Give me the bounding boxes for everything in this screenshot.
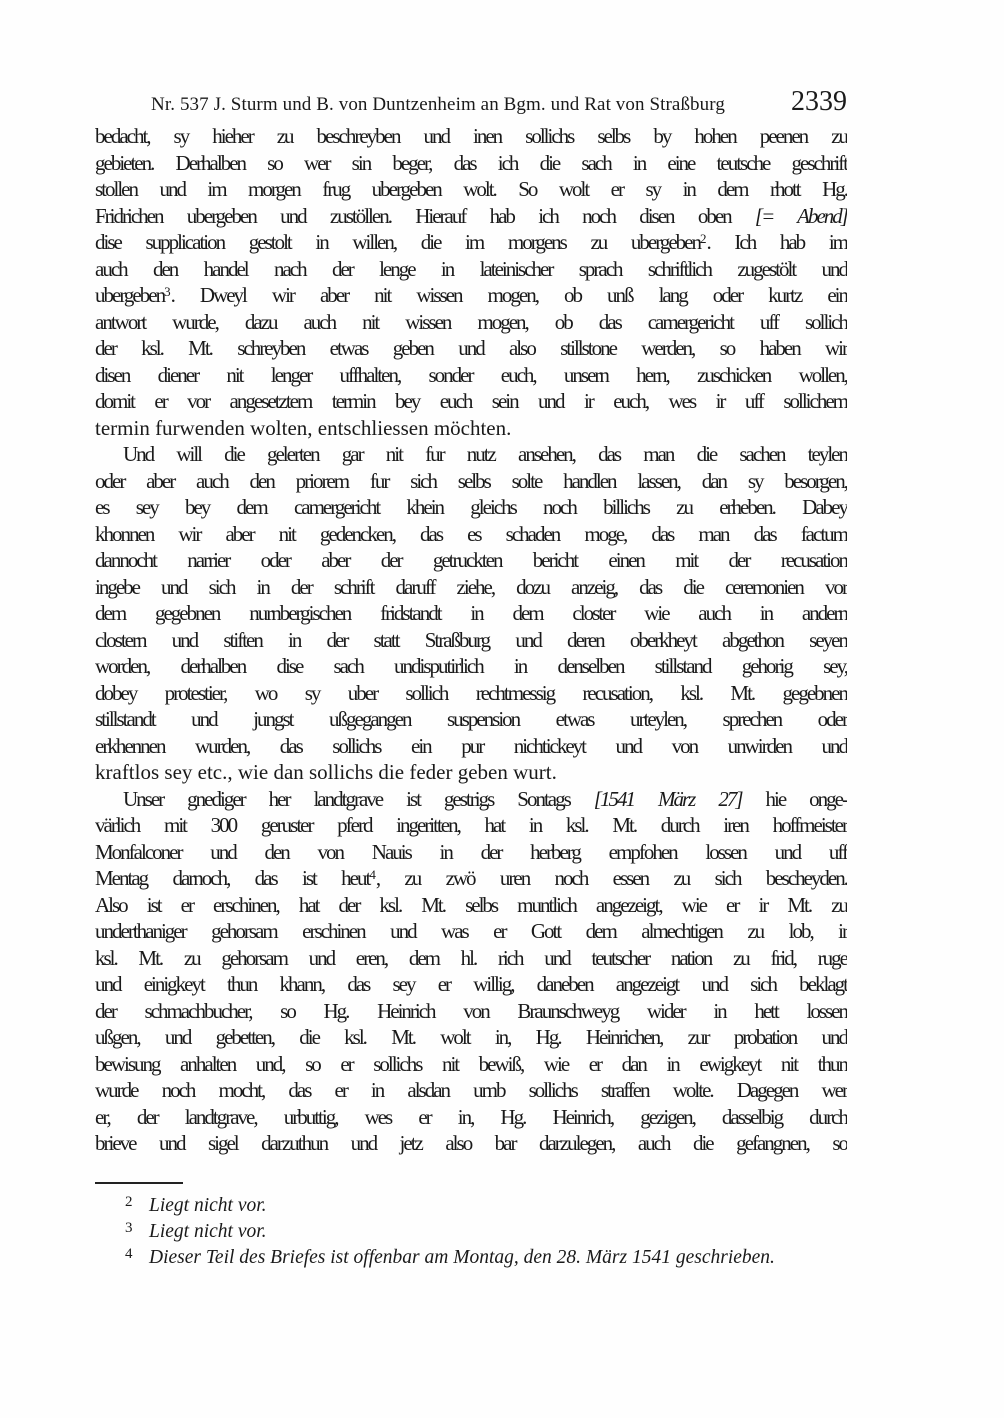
text-block [95,86,847,1271]
footnote-text: Liegt nicht vor. [149,1194,267,1216]
footnote-number: 3 [125,1219,133,1236]
text-segment: auch den handel nach der lenge in lateinischer sprach schriftlich zugestölt und [95,256,847,281]
text-segment: kraftlos sey etc., wie dan sollichs die feder geben wurt. [95,760,557,784]
text-line [95,574,847,601]
text-segment: gebieten. Derhalben so wer sin beger, das ich die sach in eine teutsche geschrift [95,150,847,175]
text-line [95,388,847,415]
text-segment: stillstandt und jungst ußgegangen suspension etwas urteylen, sprechen oder [95,707,847,731]
footnote [95,1193,847,1219]
text-segment: , zu zwö uren noch essen zu sich bescheyden. [375,866,847,890]
text-line [95,945,847,972]
text-segment: termin furwenden wolten, entschliessen möchten. [95,415,512,440]
text-line [95,786,847,813]
text-line [95,733,847,760]
text-line [95,865,847,892]
text-line [95,600,847,627]
footnote-text: Liegt nicht vor. [149,1220,267,1242]
text-segment: brieve und sigel darzuthun und jetz also bar darzulegen, auch die gefangnen, so [95,1131,847,1155]
text-line [95,1130,847,1157]
text-segment: Und will die gelerten gar nit fur nutz ansehen, das man die sachen teylen [123,442,847,466]
text-line [95,812,847,839]
text-line [95,892,847,919]
text-line [95,653,847,680]
text-segment: Monfalconer und den von Nauis in der herberg empfohen lossen und uff [95,839,847,864]
text-line [95,627,847,654]
text-segment: underthaniger gehorsam erschinen und was er Gott dem almechtigen zu lob, ir [95,919,847,943]
text-segment: dem gegebnen nurnbergischen fridstandt in dem closter wie auch in andern [95,601,847,625]
text-segment: ksl. Mt. zu gehorsam und eren, dem hl. rich und teutscher nation zu frid, ruge [95,945,847,970]
text-segment: der ksl. Mt. schreyben etwas geben und also stillstone werden, so haben wir [95,336,847,360]
footnote-number: 2 [125,1193,133,1210]
footnote-separator [95,1182,183,1184]
text-segment: antwort wurde, dazu auch nit wissen mogen, ob das camergericht uff sollich [95,309,847,334]
text-segment: bewisung anhalten und, so er sollichs nit bewiß, wie er dan in ewigkeyt nit thun [95,1051,847,1076]
text-line [95,680,847,707]
text-segment: värlich mit 300 geruster pferd ingeritten, hat in ksl. Mt. durch iren hoffmeister [95,813,847,837]
text-segment: Mentag darnoch, das ist heut [95,866,370,890]
text-segment: clostern und stiften in der statt Straßburg und deren oberkheyt abgethon seyen [95,627,847,652]
text-line [95,971,847,998]
text-segment: dobey protestier, wo sy uber sollich rechtmessig recusation, ksl. Mt. gegebnen [95,680,847,705]
text-segment: Unser gnediger her landtgrave ist gestrigs Sontags [123,786,594,811]
text-segment: erkhennen wurden, das sollichs ein pur nichtickeyt und von unwirden und [95,733,847,758]
letter-body [95,123,847,1157]
text-line [95,759,847,786]
running-title: Nr. 537 J. Sturm und B. von Duntzenheim an Bgm. und Rat von Straßburg [151,94,725,115]
text-segment: dannocht narrier oder aber der getruckten bericht einen mit der recusation [95,548,847,572]
text-segment: bedacht, sy hieher zu beschreyben und inen sollichs selbs by hohen peenen zu [95,124,847,148]
editorial-note: [= Abend] [754,203,847,228]
text-segment: ubergeben [95,283,165,307]
text-line [95,282,847,309]
footnote-ref: 3 [164,284,171,300]
editorial-note: [1541 März 27] [593,786,742,811]
text-line [95,229,847,256]
text-segment: der schmachbucher, so Hg. Heinrich von Braunschweyg wider in hett lossen [95,998,847,1023]
text-segment: oder aber auch den priorem fur sich selbs solte handlen lassen, dan sy besorgen, [95,468,847,493]
text-segment: er, der landtgrave, urbuttig, wes er in, Hg. Heinrich, gezigen, dasselbig durch [95,1104,847,1129]
footnote-text: Dieser Teil des Briefes ist offenbar am Montag, den 28. März 1541 geschrieben. [149,1246,775,1268]
text-line [95,494,847,521]
text-line [95,362,847,389]
text-segment: domit er vor angesetztem termin bey euch sein und ir euch, wes ir uff sollichem [95,389,847,413]
text-segment: ußgen, und gebetten, die ksl. Mt. wolt in, Hg. Heinrichen, zur probation und [95,1025,847,1049]
text-segment: . Ich hab im [706,230,847,254]
page-number: 2339 [791,86,847,117]
text-segment: dise supplication gestolt in willen, die im morgens zu ubergeben [95,230,700,254]
text-line [95,1104,847,1131]
text-line [95,1077,847,1104]
text-line [95,547,847,574]
text-line [95,998,847,1025]
footnote-ref: 4 [369,867,376,883]
text-line [95,123,847,150]
footnote [95,1245,847,1271]
text-line [95,918,847,945]
text-line [95,1051,847,1078]
text-line [95,335,847,362]
text-line [95,203,847,230]
text-segment: khonnen wir aber nit gedencken, das es schaden moge, das man das factum [95,521,847,546]
text-line [95,706,847,733]
text-segment: disen diener nit lenger uffhalten, sonder euch, unsern hern, zuschicken wollen, [95,362,847,387]
text-segment: wurde noch mocht, das er in alsdan umb sollichs straffen wolte. Dagegen wer [95,1078,847,1102]
text-line [95,521,847,548]
text-line [95,150,847,177]
text-line [95,176,847,203]
text-segment: und einigkeyt thun khann, das sey er willig, daneben angezeigt und sich beklagt [95,972,847,996]
text-line [95,309,847,336]
text-line [95,468,847,495]
footnote-ref: 2 [700,231,707,247]
text-line [95,839,847,866]
text-segment: es sey bey dem camergericht khein gleichs noch billichs zu erheben. Dabey [95,495,847,519]
text-line [95,441,847,468]
page-header [95,86,847,116]
text-segment: Also ist er erschinen, hat der ksl. Mt. selbs muntlich angezeigt, wie er ir Mt. zu [95,892,847,917]
footnote-number: 4 [125,1245,133,1262]
text-segment: worden, derhalben dise sach undisputirlich in denselben stillstand gehorig sey, [95,654,847,678]
footnotes-list [95,1193,847,1271]
text-segment: Fridrichen ubergeben und zustöllen. Hierauf hab ich noch disen oben [95,203,755,228]
text-segment: hie onge- [741,786,847,811]
text-segment: ingebe und sich in der schrift daruff ziehe, dozu anzeig, das die ceremonien vor [95,574,847,599]
text-segment: . Dweyl wir aber nit wissen mogen, ob unß lang oder kurtz ein [170,283,847,307]
footnote [95,1219,847,1245]
text-segment: stollen und im morgen frug ubergeben wolt. So wolt er sy in dem rhott Hg. [95,177,847,201]
text-line [95,1024,847,1051]
text-line [95,415,847,442]
text-line [95,256,847,283]
